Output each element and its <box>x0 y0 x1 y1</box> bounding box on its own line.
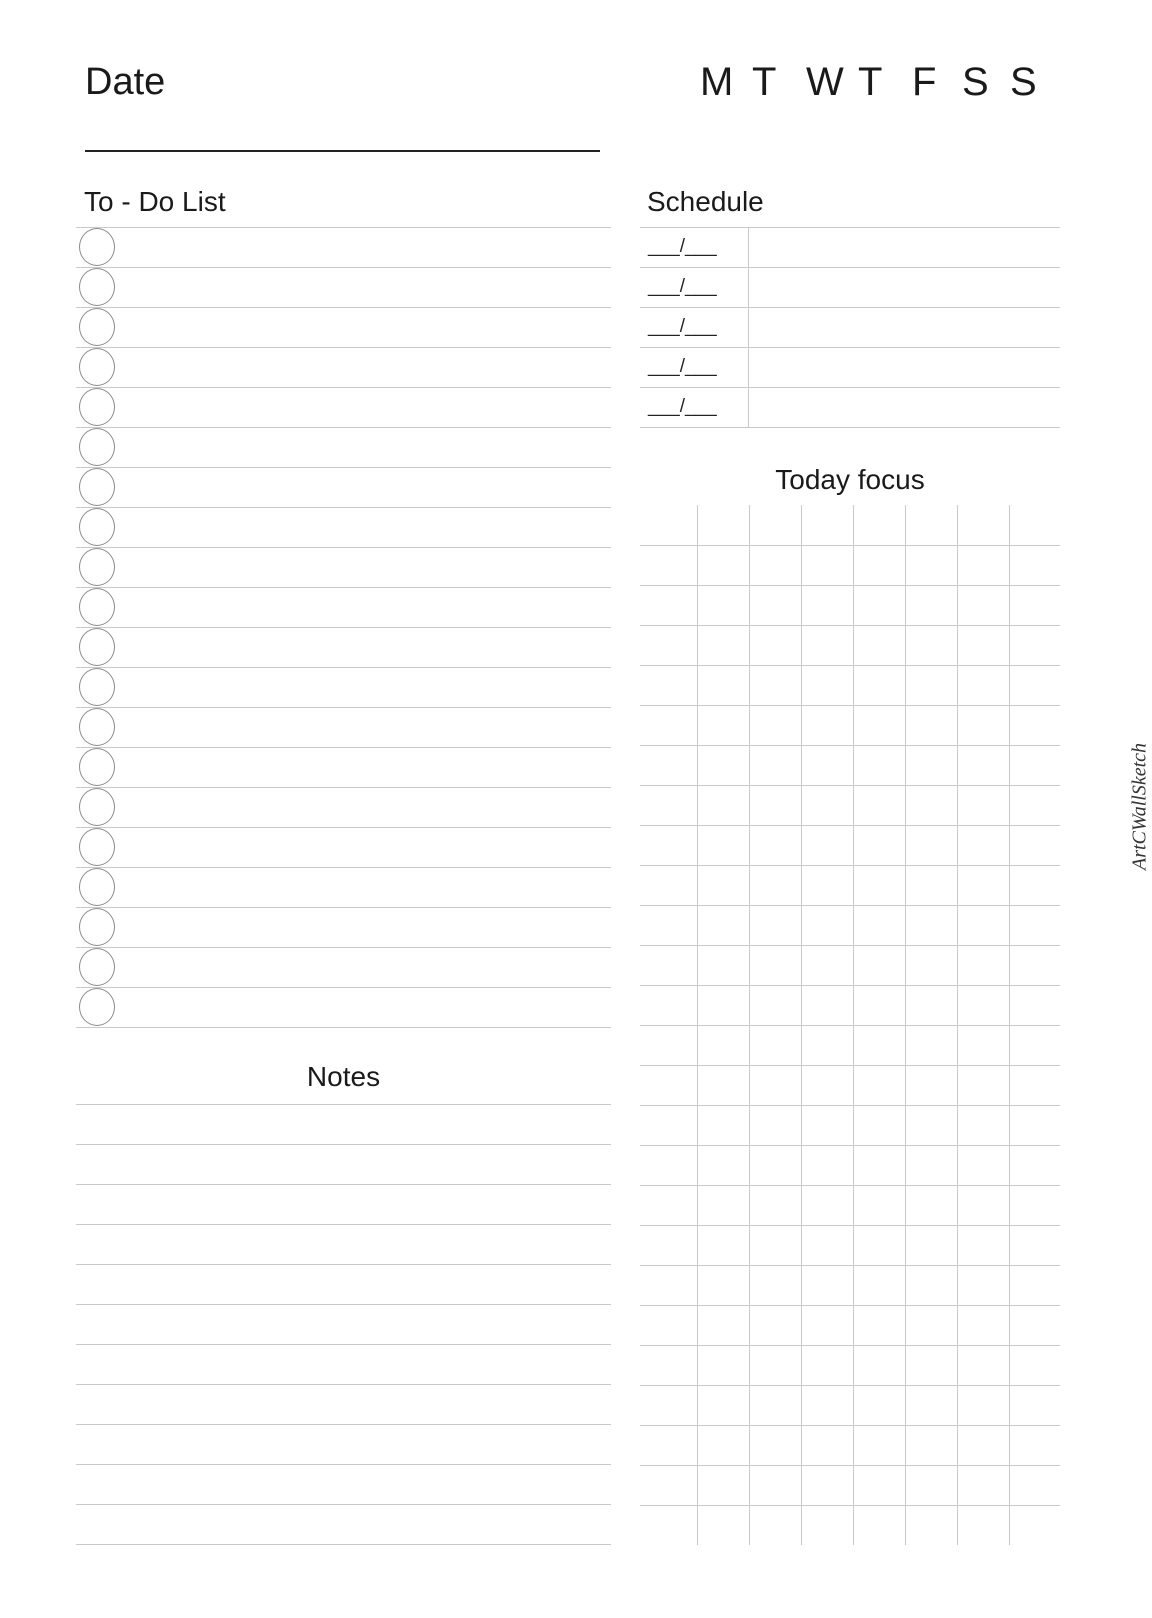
todo-checkbox-circle[interactable] <box>79 548 115 586</box>
todo-checkbox-circle[interactable] <box>79 468 115 506</box>
date-label: Date <box>85 61 166 103</box>
notes-rule-line <box>76 1224 611 1225</box>
todo-rule-line <box>76 587 611 588</box>
todo-rule-line <box>76 227 611 228</box>
focus-grid-vline <box>853 505 854 1545</box>
schedule-column-divider <box>748 227 749 427</box>
todo-checkbox-circle[interactable] <box>79 868 115 906</box>
schedule-time-slot[interactable]: ___/___ <box>648 276 717 297</box>
schedule-rule-line <box>640 267 1060 268</box>
schedule-rule-line <box>640 307 1060 308</box>
notes-rule-line <box>76 1464 611 1465</box>
schedule-time-slot[interactable]: ___/___ <box>648 316 717 337</box>
todo-checkbox-circle[interactable] <box>79 908 115 946</box>
todo-rule-line <box>76 987 611 988</box>
todo-rule-line <box>76 427 611 428</box>
notes-title: Notes <box>306 1061 381 1092</box>
focus-grid-vline <box>697 505 698 1545</box>
focus-grid-hline <box>640 585 1060 586</box>
todo-checkbox-circle[interactable] <box>79 388 115 426</box>
focus-grid-hline <box>640 1385 1060 1386</box>
focus-grid-hline <box>640 1265 1060 1266</box>
weekday-tuesday[interactable]: T <box>752 60 777 104</box>
weekday-monday[interactable]: M <box>700 60 734 104</box>
todo-checkbox-circle[interactable] <box>79 708 115 746</box>
notes-rule-line <box>76 1384 611 1385</box>
schedule-time-slot[interactable]: ___/___ <box>648 236 717 257</box>
notes-rule-line <box>76 1424 611 1425</box>
focus-grid-hline <box>640 985 1060 986</box>
todo-checkbox-circle[interactable] <box>79 668 115 706</box>
focus-grid-hline <box>640 1425 1060 1426</box>
notes-rule-line <box>76 1344 611 1345</box>
focus-grid-hline <box>640 745 1060 746</box>
todo-rule-line <box>76 627 611 628</box>
focus-grid-hline <box>640 1305 1060 1306</box>
notes-rule-line <box>76 1264 611 1265</box>
weekday-saturday[interactable]: S <box>962 60 989 104</box>
todo-checkbox-circle[interactable] <box>79 988 115 1026</box>
schedule-title: Schedule <box>647 186 764 217</box>
focus-grid-hline <box>640 625 1060 626</box>
notes-rule-line <box>76 1144 611 1145</box>
todo-rule-line <box>76 507 611 508</box>
todo-checkbox-circle[interactable] <box>79 588 115 626</box>
focus-grid-hline <box>640 705 1060 706</box>
notes-rule-line <box>76 1544 611 1545</box>
todo-checkbox-circle[interactable] <box>79 508 115 546</box>
schedule-rule-line <box>640 427 1060 428</box>
date-write-line[interactable] <box>85 150 600 152</box>
todo-checkbox-circle[interactable] <box>79 308 115 346</box>
weekday-sunday[interactable]: S <box>1010 60 1037 104</box>
focus-grid-vline <box>957 505 958 1545</box>
todo-checkbox-circle[interactable] <box>79 748 115 786</box>
focus-grid-hline <box>640 1225 1060 1226</box>
today-focus-title: Today focus <box>775 464 925 495</box>
focus-grid-hline <box>640 825 1060 826</box>
todo-checkbox-circle[interactable] <box>79 268 115 306</box>
focus-grid-hline <box>640 865 1060 866</box>
focus-grid-vline <box>1009 505 1010 1545</box>
weekday-wednesday[interactable]: W <box>806 60 844 104</box>
todo-rule-line <box>76 547 611 548</box>
focus-grid-hline <box>640 665 1060 666</box>
notes-rule-line <box>76 1504 611 1505</box>
focus-grid-hline <box>640 1145 1060 1146</box>
todo-checkbox-circle[interactable] <box>79 828 115 866</box>
focus-grid-hline <box>640 545 1060 546</box>
focus-grid-vline <box>749 505 750 1545</box>
focus-grid-vline <box>801 505 802 1545</box>
weekday-selector <box>700 60 1050 104</box>
focus-grid-vline <box>905 505 906 1545</box>
todo-rule-line <box>76 707 611 708</box>
schedule-rule-line <box>640 227 1060 228</box>
todo-rule-line <box>76 467 611 468</box>
todo-rule-line <box>76 787 611 788</box>
todo-list-title: To - Do List <box>84 186 226 217</box>
weekday-friday[interactable]: F <box>912 60 937 104</box>
todo-rule-line <box>76 307 611 308</box>
schedule-rule-line <box>640 347 1060 348</box>
todo-rule-line <box>76 267 611 268</box>
notes-rule-line <box>76 1304 611 1305</box>
todo-rule-line <box>76 387 611 388</box>
focus-grid-hline <box>640 945 1060 946</box>
notes-rule-line <box>76 1104 611 1105</box>
todo-checkbox-circle[interactable] <box>79 948 115 986</box>
todo-rule-line <box>76 947 611 948</box>
todo-rule-line <box>76 1027 611 1028</box>
todo-checkbox-circle[interactable] <box>79 788 115 826</box>
watermark-signature: ArtCWallSketch <box>1128 742 1151 871</box>
focus-grid-hline <box>640 1185 1060 1186</box>
focus-grid-hline <box>640 1465 1060 1466</box>
schedule-time-slot[interactable]: ___/___ <box>648 356 717 377</box>
todo-rule-line <box>76 347 611 348</box>
focus-grid-hline <box>640 1345 1060 1346</box>
todo-checkbox-circle[interactable] <box>79 348 115 386</box>
focus-grid-hline <box>640 1105 1060 1106</box>
focus-grid-hline <box>640 1025 1060 1026</box>
todo-rule-line <box>76 747 611 748</box>
weekday-thursday[interactable]: T <box>858 60 883 104</box>
notes-rule-line <box>76 1184 611 1185</box>
todo-checkbox-circle[interactable] <box>79 428 115 466</box>
schedule-time-slot[interactable]: ___/___ <box>648 396 717 417</box>
focus-grid-hline <box>640 1505 1060 1506</box>
schedule-rule-line <box>640 387 1060 388</box>
todo-rule-line <box>76 667 611 668</box>
focus-grid-hline <box>640 1065 1060 1066</box>
todo-rule-line <box>76 867 611 868</box>
todo-rule-line <box>76 827 611 828</box>
focus-grid-hline <box>640 905 1060 906</box>
todo-rule-line <box>76 907 611 908</box>
todo-checkbox-circle[interactable] <box>79 228 115 266</box>
focus-grid-hline <box>640 785 1060 786</box>
todo-checkbox-circle[interactable] <box>79 628 115 666</box>
